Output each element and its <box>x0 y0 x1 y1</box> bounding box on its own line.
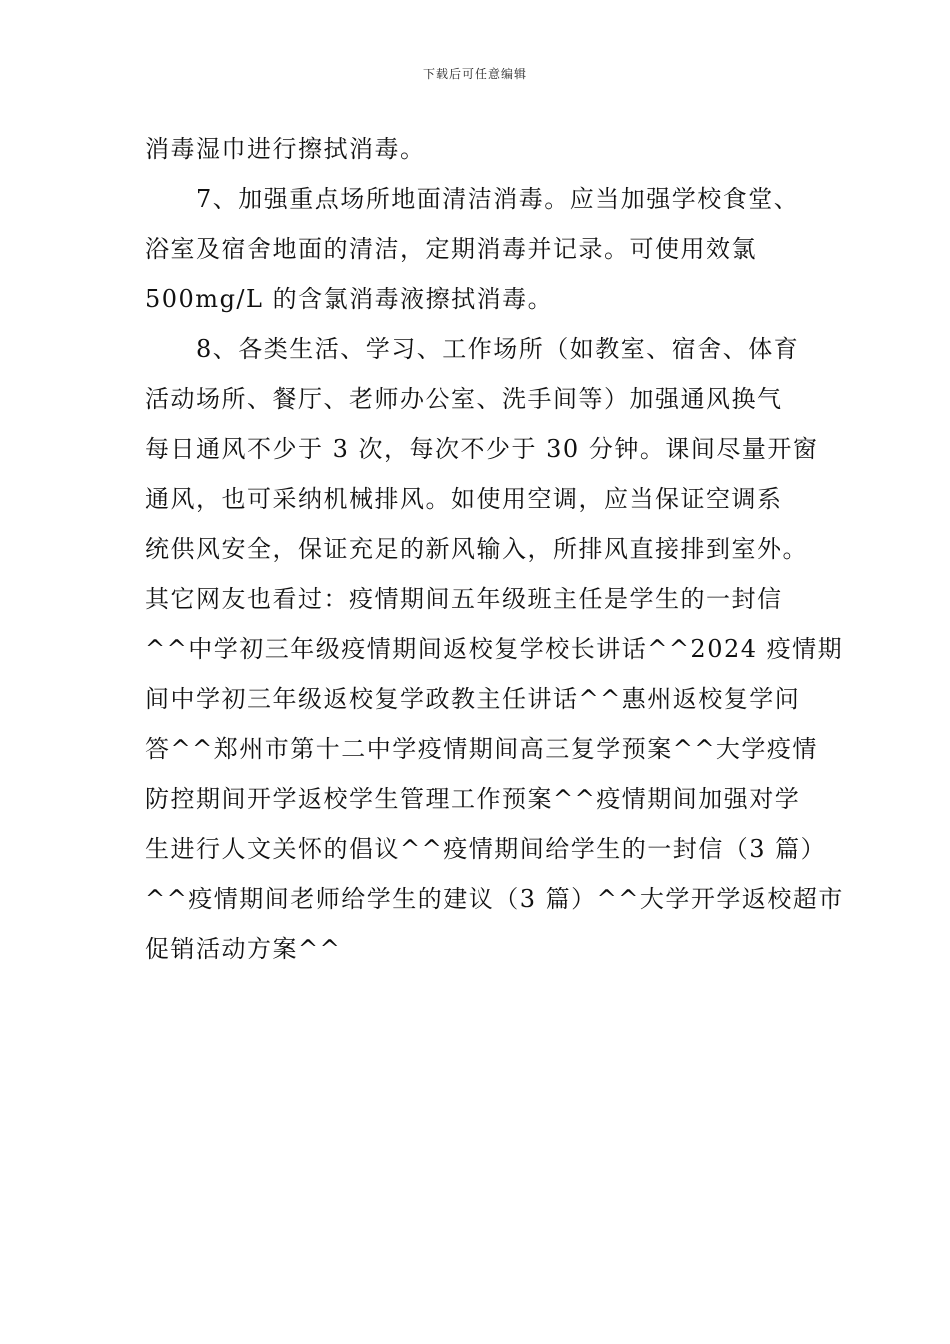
text-line: 每日通风不少于 3 次，每次不少于 30 分钟。课间尽量开窗 <box>145 435 819 463</box>
related-articles-line: 促销活动方案^^ <box>145 935 342 963</box>
text-line: 浴室及宿舍地面的清洁，定期消毒并记录。可使用效氯 <box>145 235 757 263</box>
document-body <box>145 124 844 974</box>
text-line: 通风，也可采纳机械排风。如使用空调，应当保证空调系 <box>145 485 783 513</box>
related-articles-line: ^^疫情期间老师给学生的建议（3 篇）^^大学开学返校超市 <box>145 885 844 913</box>
text-line: 8、各类生活、学习、工作场所（如教室、宿舍、体育 <box>145 335 800 363</box>
related-articles-line: 答^^郑州市第十二中学疫情期间高三复学预案^^大学疫情 <box>145 735 818 763</box>
related-articles-line: 生进行人文关怀的倡议^^疫情期间给学生的一封信（3 篇） <box>145 835 827 863</box>
text-line: 活动场所、餐厅、老师办公室、洗手间等）加强通风换气 <box>145 385 783 413</box>
text-line: 7、加强重点场所地面清洁消毒。应当加强学校食堂、 <box>145 185 800 213</box>
related-articles-line: 间中学初三年级返校复学政教主任讲话^^惠州返校复学问 <box>145 685 801 713</box>
text-line: 500mg/L 的含氯消毒液擦拭消毒。 <box>145 285 554 313</box>
related-articles-line: ^^中学初三年级疫情期间返校复学校长讲话^^2024 疫情期 <box>145 635 844 663</box>
header-note: 下载后可任意编辑 <box>422 67 527 81</box>
text-line: 消毒湿巾进行擦拭消毒。 <box>145 135 426 163</box>
related-articles-line: 防控期间开学返校学生管理工作预案^^疫情期间加强对学 <box>145 785 801 813</box>
related-articles-line: 其它网友也看过：疫情期间五年级班主任是学生的一封信 <box>145 585 783 613</box>
text-line: 统供风安全，保证充足的新风输入，所排风直接排到室外。 <box>145 535 808 563</box>
